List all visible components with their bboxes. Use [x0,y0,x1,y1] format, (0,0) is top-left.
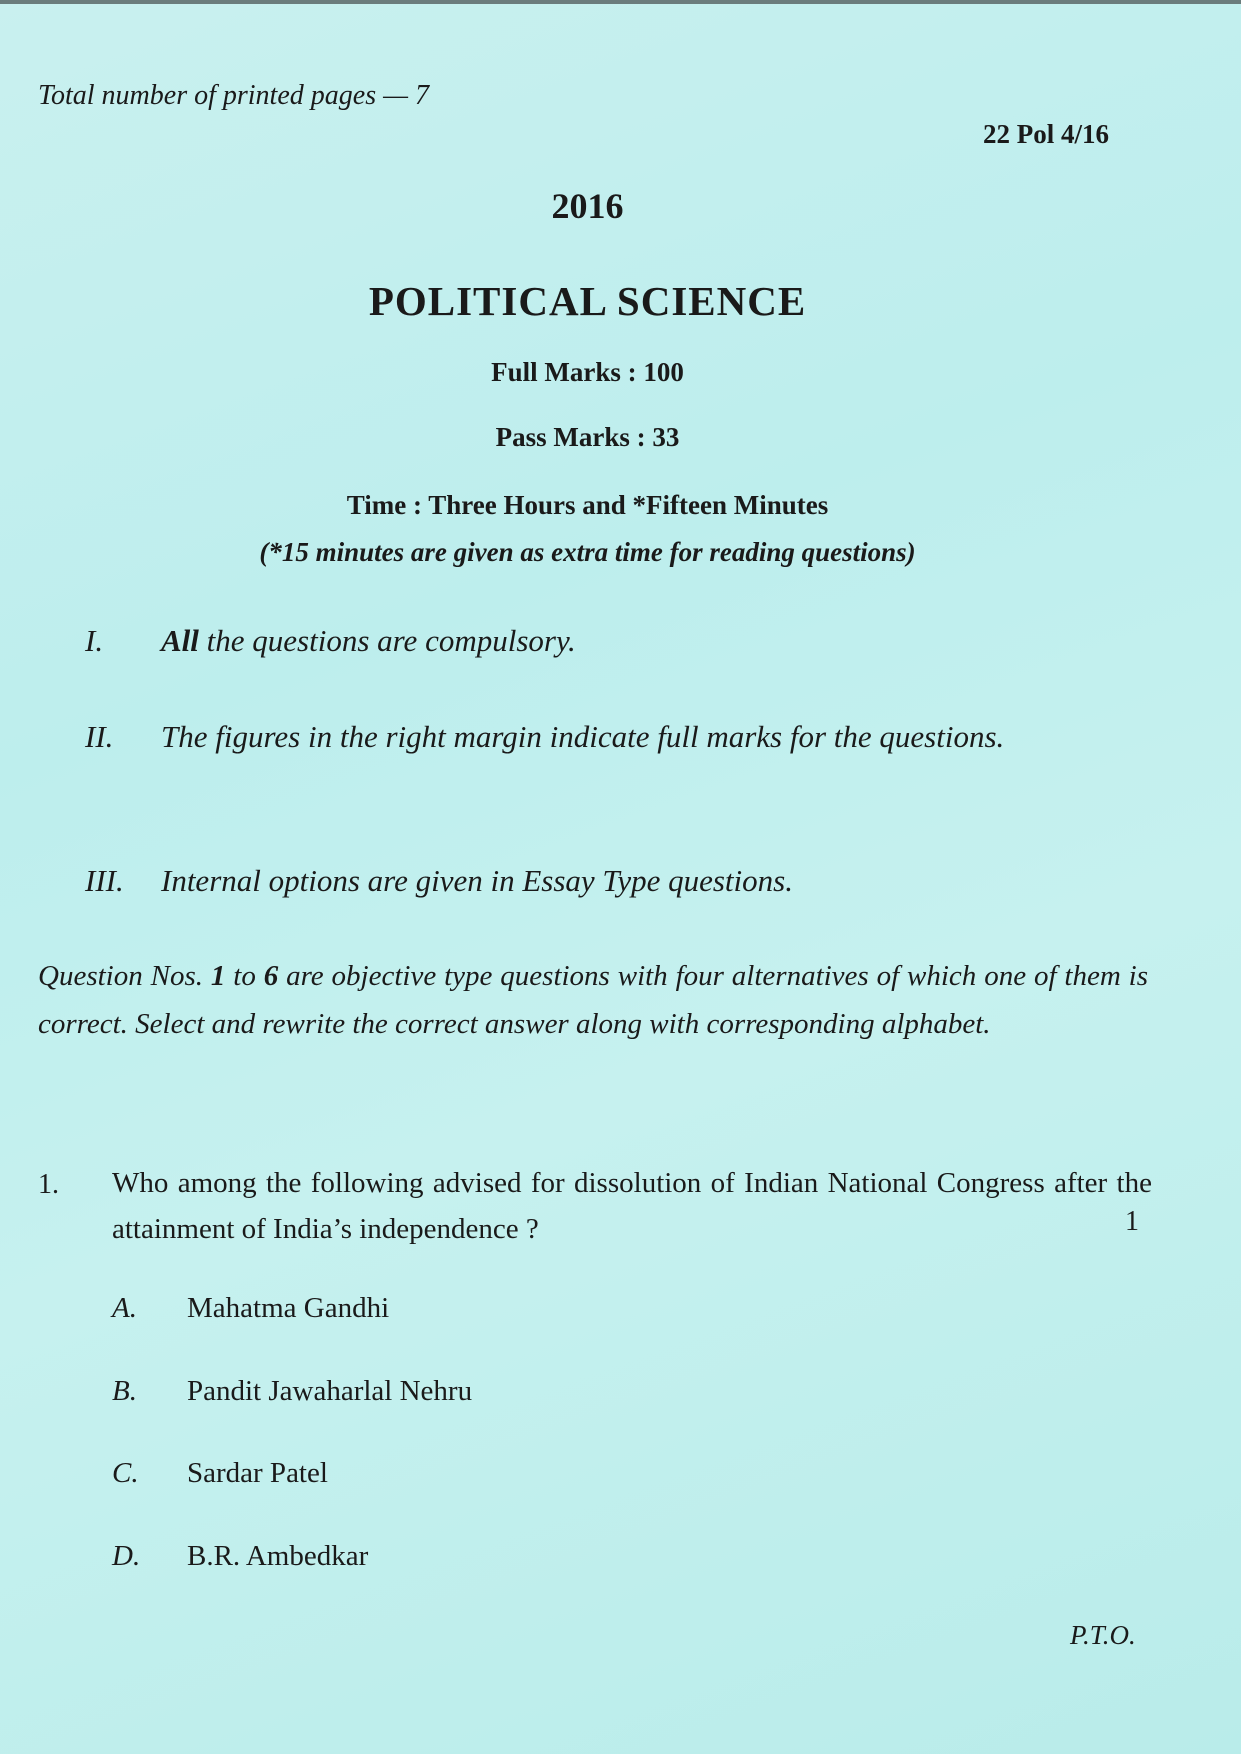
answer-option [112,1375,712,1415]
note-number: 1 [210,960,226,992]
instruction-item [85,862,1085,902]
note-text: to [225,960,264,992]
printed-pages-note: Total number of printed pages — 7 [38,80,429,111]
answer-option [112,1457,712,1497]
paper-code: 22 Pol 4/16 [983,119,1109,149]
question-number: 1. [38,1169,59,1200]
instruction-item [85,622,1085,662]
exam-year: 2016 [551,186,624,226]
option-text: Mahatma Gandhi [187,1292,390,1324]
instruction-number: II. [85,719,114,754]
answer-option [112,1292,712,1332]
instruction-emphasis: All [161,623,199,658]
instruction-text: Internal options are given in Essay Type questions. [161,863,793,898]
option-letter: D. [112,1540,141,1572]
exam-time: Time : Three Hours and *Fifteen Minutes [346,490,829,520]
option-letter: C. [112,1457,139,1489]
instruction-body: the questions are compulsory. [198,623,576,658]
option-text: Pandit Jawaharlal Nehru [187,1375,473,1407]
objective-questions-note [38,952,1148,1048]
question-marks: 1 [1125,1206,1139,1237]
instruction-number: III. [85,863,124,898]
option-text: Sardar Patel [187,1457,328,1489]
answer-option [112,1540,712,1580]
please-turn-over: P.T.O. [1070,1620,1136,1650]
option-letter: A. [112,1292,137,1324]
note-text: are objective type questions with four alternatives of which one of them is correct. Select and rewrite the correct answer along with corresponding alphabet. [38,960,1148,1040]
instruction-text: The figures in the right margin indicate full marks for the questions. [161,719,1005,754]
time-note: (*15 minutes are given as extra time for reading questions) [259,537,916,567]
note-text: Question Nos. [38,960,211,992]
page-top-border [0,0,1241,4]
note-number: 6 [263,960,279,992]
full-marks: Full Marks : 100 [491,357,684,387]
option-text: B.R. Ambedkar [187,1540,369,1572]
option-letter: B. [112,1375,137,1407]
instruction-text [161,622,1061,660]
instruction-number: I. [85,623,104,658]
question-text: Who among the following advised for dissolution of Indian National Congress after the attainment of India’s independence ? [112,1167,1152,1245]
pass-marks: Pass Marks : 33 [495,422,680,452]
subject-title: POLITICAL SCIENCE [368,278,807,324]
instruction-item [85,718,1085,798]
